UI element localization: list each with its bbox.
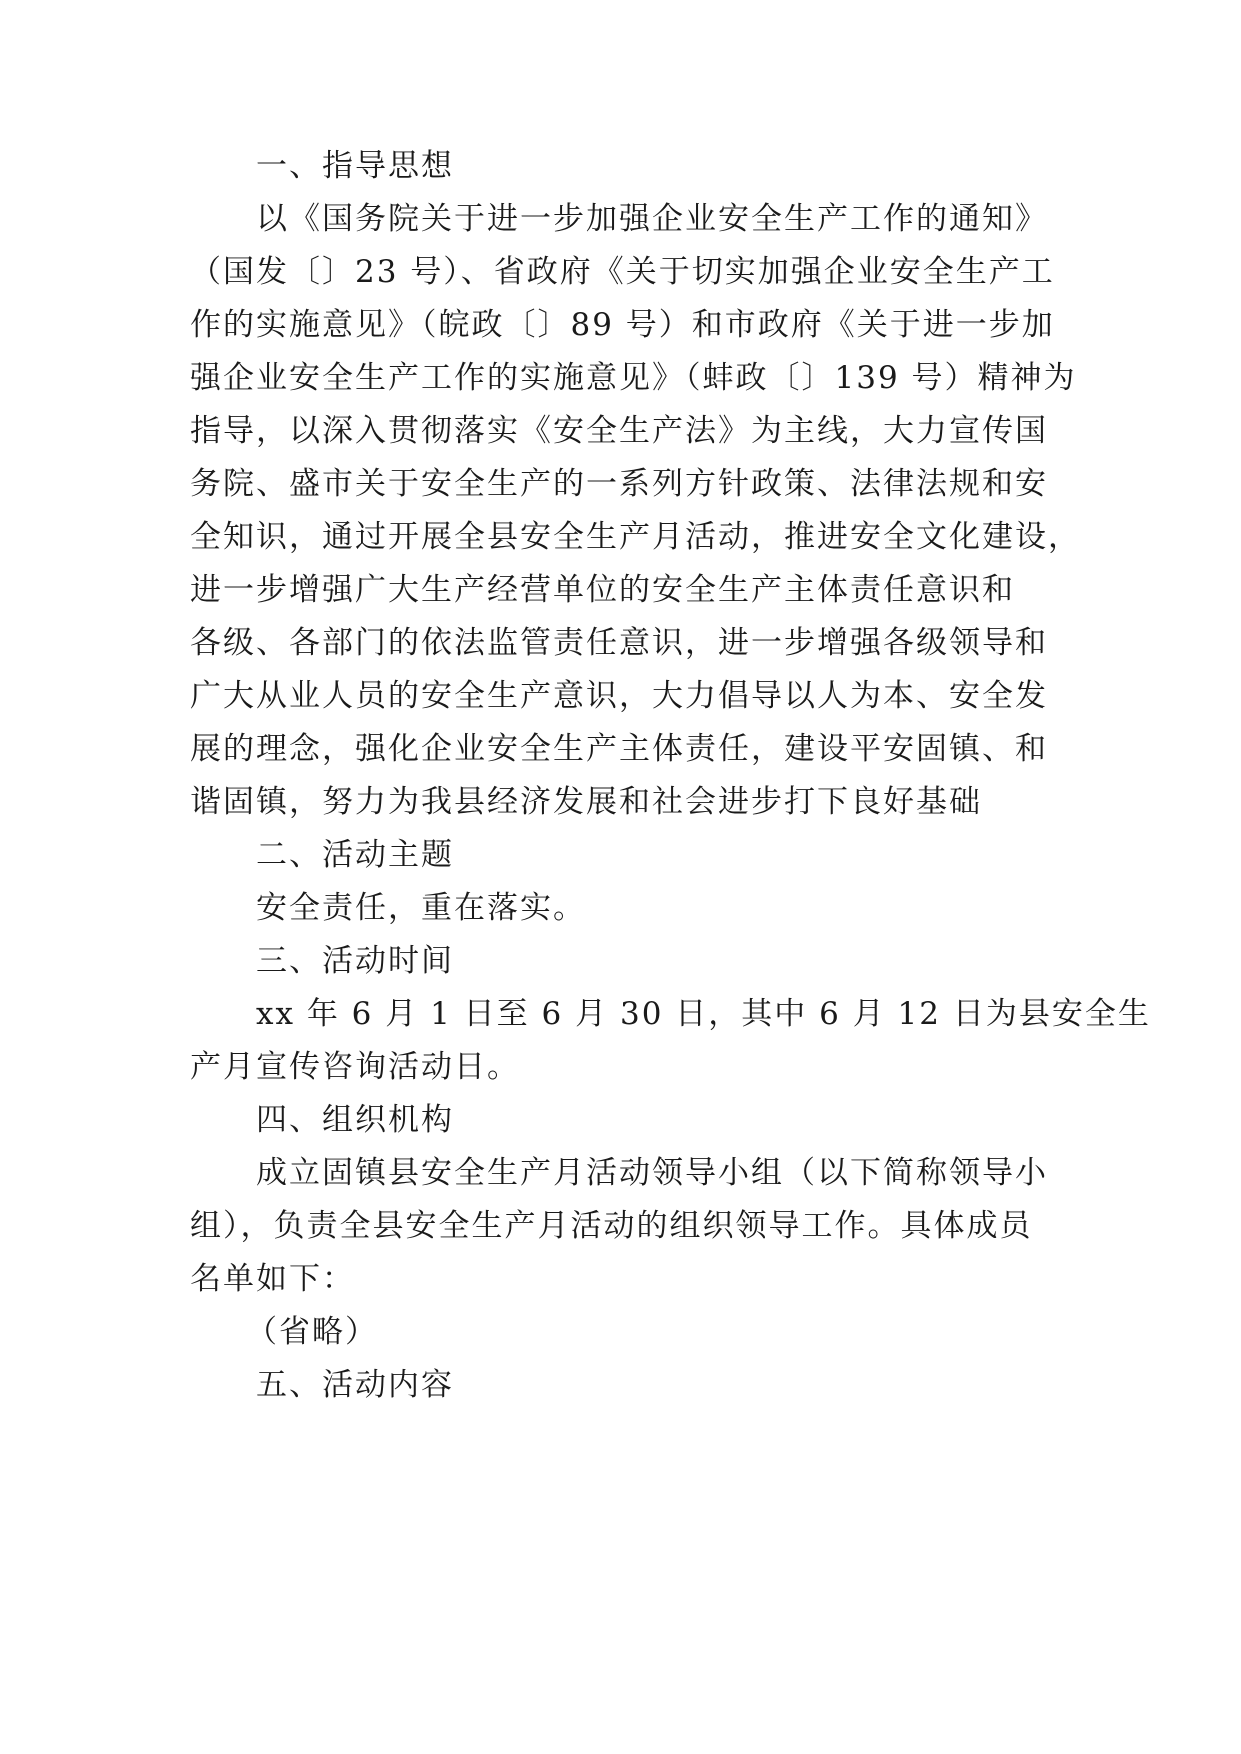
section-heading-guiding-ideology: 一、指导思想 [256, 148, 454, 184]
paragraph-line: 谐固镇，努力为我县经济发展和社会进步打下良好基础 [190, 784, 982, 820]
paragraph-line: 各级、各部门的依法监管责任意识，进一步增强各级领导和 [190, 625, 1048, 661]
paragraph-line: 指导，以深入贯彻落实《安全生产法》为主线，大力宣传国 [190, 413, 1048, 449]
paragraph-line: 安全责任，重在落实。 [256, 890, 586, 926]
paragraph-line: 产月宣传咨询活动日。 [190, 1049, 520, 1085]
paragraph-line: 强企业安全生产工作的实施意见》（蚌政〔〕139 号）精神为 [190, 360, 1077, 396]
paragraph-line: 以《国务院关于进一步加强企业安全生产工作的通知》 [256, 201, 1048, 237]
paragraph-line: xx 年 6 月 1 日至 6 月 30 日，其中 6 月 12 日为县安全生 [256, 996, 1151, 1032]
section-heading-organization: 四、组织机构 [256, 1102, 454, 1138]
paragraph-line: 广大从业人员的安全生产意识，大力倡导以人为本、安全发 [190, 678, 1048, 714]
paragraph-line: 全知识，通过开展全县安全生产月活动，推进安全文化建设， [190, 519, 1081, 555]
paragraph-line: 进一步增强广大生产经营单位的安全生产主体责任意识和 [190, 572, 1015, 608]
paragraph-line: 作的实施意见》（皖政〔〕89 号）和市政府《关于进一步加 [190, 307, 1055, 343]
paragraph-omitted: （省略） [246, 1314, 378, 1350]
paragraph-line: 务院、盛市关于安全生产的一系列方针政策、法律法规和安 [190, 466, 1048, 502]
section-heading-activity-content: 五、活动内容 [256, 1367, 454, 1403]
paragraph-line: （国发〔〕23 号）、省政府《关于切实加强企业安全生产工 [190, 254, 1055, 290]
section-heading-activity-time: 三、活动时间 [256, 943, 454, 979]
paragraph-line: 成立固镇县安全生产月活动领导小组（以下简称领导小 [256, 1155, 1048, 1191]
paragraph-line: 组），负责全县安全生产月活动的组织领导工作。具体成员 [190, 1208, 1033, 1244]
paragraph-line: 展的理念，强化企业安全生产主体责任，建设平安固镇、和 [190, 731, 1048, 767]
section-heading-activity-theme: 二、活动主题 [256, 837, 454, 873]
paragraph-line: 名单如下： [190, 1261, 355, 1297]
